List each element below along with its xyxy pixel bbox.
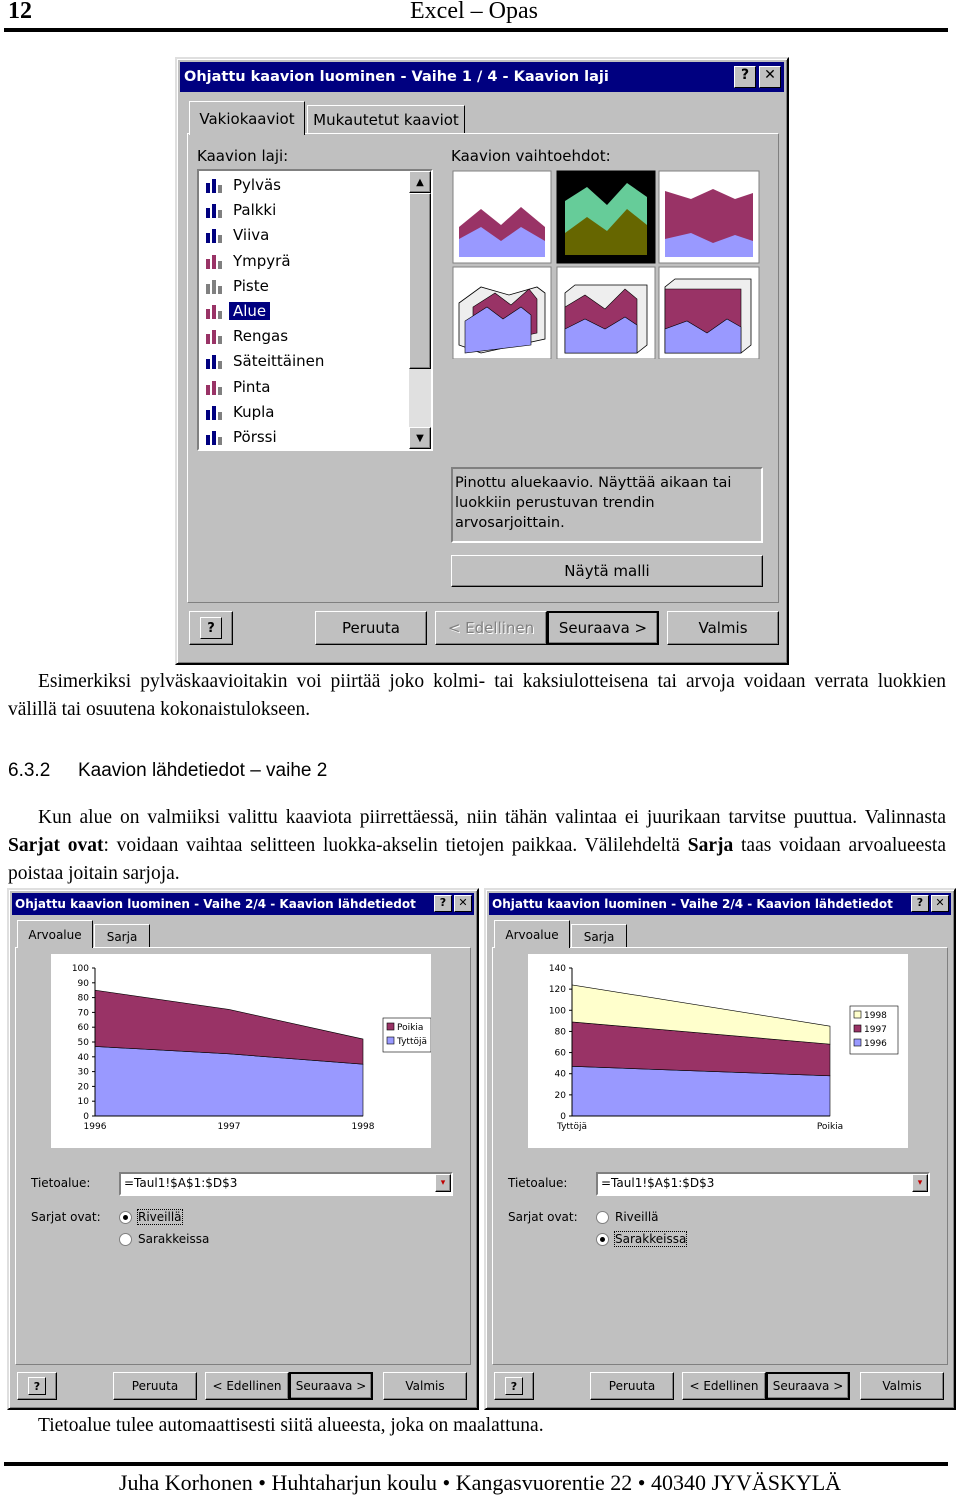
- subtype-3d-area[interactable]: [453, 267, 551, 359]
- chart-type-icon: [203, 326, 227, 346]
- tab-series[interactable]: Sarja: [94, 924, 150, 948]
- collapse-dialog-button[interactable]: ▾: [912, 1174, 928, 1192]
- chart-type-item[interactable]: Alue: [201, 299, 407, 323]
- subtype-3d-100-stacked-area[interactable]: [659, 267, 759, 359]
- area-chart: [51, 954, 431, 1148]
- help-icon: ?: [505, 1377, 523, 1395]
- legend-label: Poikia: [397, 1023, 424, 1033]
- radio-rows[interactable]: Riveillä: [119, 1210, 182, 1224]
- source-data-dialog-columns: [484, 888, 956, 1410]
- back-button[interactable]: < Edellinen: [682, 1372, 766, 1400]
- chart-type-item[interactable]: Ympyrä: [201, 249, 407, 273]
- cancel-button[interactable]: Peruuta: [113, 1372, 197, 1400]
- range-label: Tietoalue:: [31, 1176, 91, 1190]
- chart-type-item[interactable]: Kupla: [201, 400, 407, 424]
- collapse-dialog-button[interactable]: ▾: [435, 1174, 451, 1192]
- y-tick-label: 30: [77, 1067, 89, 1078]
- help-icon: ?: [200, 617, 222, 639]
- chart-type-item[interactable]: Rengas: [201, 324, 407, 348]
- chart-wizard-step1-dialog: [175, 57, 789, 665]
- preview-button[interactable]: Näytä malli: [451, 555, 763, 587]
- subtype-area[interactable]: [453, 171, 551, 263]
- legend-label: 1997: [864, 1025, 887, 1035]
- series-in-label: Sarjat ovat:: [508, 1210, 578, 1224]
- y-tick-label: 70: [77, 1008, 89, 1019]
- radio-button[interactable]: [596, 1233, 609, 1246]
- dialog-titlebar: [12, 893, 474, 915]
- help-title-button[interactable]: ?: [734, 66, 756, 88]
- y-tick-label: 0: [83, 1112, 89, 1122]
- legend-swatch: [854, 1039, 861, 1046]
- subtype-3d-stacked-area[interactable]: [557, 267, 655, 359]
- y-tick-label: 40: [554, 1069, 566, 1080]
- y-tick-label: 40: [77, 1052, 89, 1063]
- help-button[interactable]: [17, 1372, 57, 1400]
- finish-button[interactable]: Valmis: [383, 1372, 467, 1400]
- series-in-label: Sarjat ovat:: [31, 1210, 101, 1224]
- document-title: Excel – Opas: [410, 0, 538, 24]
- scroll-up-button[interactable]: ▲: [409, 171, 431, 193]
- footer: Juha Korhonen • Huhtaharjun koulu • Kangasvuorentie 22 • 40340 JYVÄSKYLÄ: [118, 1470, 842, 1495]
- dialog-title: Ohjattu kaavion luominen - Vaihe 2/4 - Kaavion lähdetiedot: [15, 897, 416, 911]
- chart-type-item[interactable]: Piste: [201, 274, 407, 298]
- y-tick-label: 120: [548, 985, 566, 996]
- tab-data-range[interactable]: Arvoalue: [494, 920, 570, 948]
- chart-type-icon: [203, 200, 227, 220]
- next-button[interactable]: Seuraava >: [766, 1372, 850, 1400]
- chart-type-icon: [203, 251, 227, 271]
- y-tick-label: 50: [77, 1038, 89, 1048]
- legend-swatch: [387, 1023, 394, 1030]
- tab-data-range[interactable]: Arvoalue: [17, 920, 93, 948]
- chart-type-item[interactable]: Pylväs: [201, 173, 407, 197]
- chart-type-list[interactable]: [197, 169, 433, 451]
- chart-type-icon: [203, 225, 227, 245]
- paragraph-range-note: Tietoalue tulee automaattisesti siitä alueesta, joka on maalattuna.: [38, 1415, 544, 1436]
- y-tick-label: 80: [554, 1027, 566, 1038]
- dialog-titlebar: [180, 62, 784, 92]
- chart-type-label: Kaavion laji:: [197, 147, 289, 165]
- chart-type-icon: [203, 377, 227, 397]
- y-tick-label: 10: [77, 1097, 89, 1108]
- scroll-thumb[interactable]: [409, 193, 431, 369]
- tab-standard-charts[interactable]: Vakiokaaviot: [189, 101, 305, 135]
- next-button[interactable]: Seuraava >: [289, 1372, 373, 1400]
- dialog-title: Ohjattu kaavion luominen - Vaihe 2/4 - Kaavion lähdetiedot: [492, 897, 893, 911]
- finish-button[interactable]: Valmis: [667, 611, 779, 645]
- legend-swatch: [854, 1011, 861, 1018]
- y-tick-label: 90: [77, 978, 89, 989]
- radio-columns[interactable]: Sarakkeissa: [596, 1232, 686, 1246]
- range-input[interactable]: =Taul1!$A$1:$D$3: [119, 1172, 453, 1196]
- help-title-button[interactable]: ?: [434, 895, 452, 912]
- chart-preview: [528, 954, 908, 1148]
- page-number: 12: [8, 0, 32, 24]
- radio-columns[interactable]: Sarakkeissa: [119, 1232, 209, 1246]
- chart-subtype-previews: [451, 169, 761, 359]
- footer-rule: [4, 1462, 948, 1466]
- source-data-dialog-rows: [7, 888, 479, 1410]
- chart-type-icon: [203, 175, 227, 195]
- chart-type-item[interactable]: Viiva: [201, 223, 407, 247]
- y-tick-label: 80: [77, 993, 89, 1004]
- y-tick-label: 140: [548, 964, 566, 974]
- y-tick-label: 60: [554, 1048, 566, 1059]
- paragraph-chart-examples: Esimerkiksi pylväskaavioitakin voi piirtää joko kolmi- tai kaksiulotteisena tai arvoja voidaan verrata luokkien välillä tai osuutena kokonaistulokseen.: [8, 671, 946, 720]
- tab-series[interactable]: Sarja: [571, 924, 627, 948]
- range-label: Tietoalue:: [508, 1176, 568, 1190]
- chart-preview: [51, 954, 431, 1148]
- dialog-titlebar: [489, 893, 951, 915]
- help-button[interactable]: [494, 1372, 534, 1400]
- x-tick-label: 1998: [351, 1122, 375, 1132]
- y-tick-label: 60: [77, 1023, 89, 1034]
- finish-button[interactable]: Valmis: [860, 1372, 944, 1400]
- area-chart: [528, 954, 908, 1148]
- subtype-stacked-area[interactable]: [557, 171, 655, 263]
- scroll-down-button[interactable]: ▼: [409, 427, 431, 449]
- x-tick-label: 1997: [217, 1122, 241, 1132]
- chart-type-icon: [203, 402, 227, 422]
- chart-type-item[interactable]: Säteittäinen: [201, 349, 407, 373]
- paragraph-source-data: Kun alue on valmiiksi valittu kaaviota piirrettäessä, niin tähän valintaa ei juurikaan tarvitse puuttua. Valinnasta Sarjat ovat: voidaan vaihtaa selitteen luokka-akselin tietojen paikkaa. Välilehdeltä Sarja taas voidaan arvoalueesta poistaa joitain sarjoja.: [8, 807, 946, 884]
- help-icon: ?: [28, 1377, 46, 1395]
- section-heading: 6.3.2 Kaavion lähdetiedot – vaihe 2: [8, 760, 328, 781]
- legend-swatch: [387, 1037, 394, 1044]
- chart-description: Pinottu aluekaavio. Näyttää aikaan tai luokkiin perustuvan trendin arvosarjoittain.: [451, 467, 763, 543]
- help-button[interactable]: [189, 611, 233, 645]
- radio-button[interactable]: [596, 1211, 609, 1224]
- header-rule: [4, 28, 948, 32]
- next-button[interactable]: Seuraava >: [547, 611, 659, 645]
- radio-button[interactable]: [119, 1211, 132, 1224]
- chart-type-item[interactable]: Palkki: [201, 198, 407, 222]
- chart-type-item[interactable]: Pörssi: [201, 425, 407, 449]
- x-tick-label: Tyttöjä: [556, 1122, 588, 1132]
- legend-label: Tyttöjä: [397, 1037, 428, 1047]
- y-tick-label: 20: [77, 1082, 89, 1093]
- y-tick-label: 100: [71, 964, 89, 974]
- cancel-button[interactable]: Peruuta: [590, 1372, 674, 1400]
- cancel-button[interactable]: Peruuta: [315, 611, 427, 645]
- legend-label: 1996: [864, 1039, 887, 1049]
- x-tick-label: 1996: [83, 1122, 107, 1132]
- subtype-100-stacked-area[interactable]: [659, 171, 759, 263]
- legend-label: 1998: [864, 1011, 887, 1021]
- chart-type-icon: [203, 351, 227, 371]
- y-tick-label: 100: [548, 1006, 566, 1017]
- chart-type-item[interactable]: Pinta: [201, 375, 407, 399]
- legend-swatch: [854, 1025, 861, 1032]
- chart-type-icon: [203, 301, 227, 321]
- chart-type-icon: [203, 276, 227, 296]
- chart-options-label: Kaavion vaihtoehdot:: [451, 147, 611, 165]
- x-tick-label: Poikia: [816, 1122, 844, 1132]
- y-tick-label: 0: [560, 1112, 566, 1122]
- tab-custom-charts[interactable]: Mukautetut kaaviot: [307, 105, 465, 133]
- y-tick-label: 20: [554, 1090, 566, 1101]
- radio-button[interactable]: [119, 1233, 132, 1246]
- list-scrollbar[interactable]: [409, 171, 431, 449]
- chart-type-icon: [203, 427, 227, 447]
- close-button[interactable]: ✕: [931, 895, 949, 912]
- radio-rows[interactable]: Riveillä: [596, 1210, 659, 1224]
- help-title-button[interactable]: ?: [911, 895, 929, 912]
- chart-subtype-grid: [451, 169, 761, 359]
- range-input[interactable]: =Taul1!$A$1:$D$3: [596, 1172, 930, 1196]
- back-button[interactable]: < Edellinen: [435, 611, 547, 645]
- back-button[interactable]: < Edellinen: [205, 1372, 289, 1400]
- dialog-title: Ohjattu kaavion luominen - Vaihe 1 / 4 - Kaavion laji: [184, 69, 609, 85]
- close-button[interactable]: ✕: [454, 895, 472, 912]
- close-button[interactable]: ✕: [759, 66, 781, 88]
